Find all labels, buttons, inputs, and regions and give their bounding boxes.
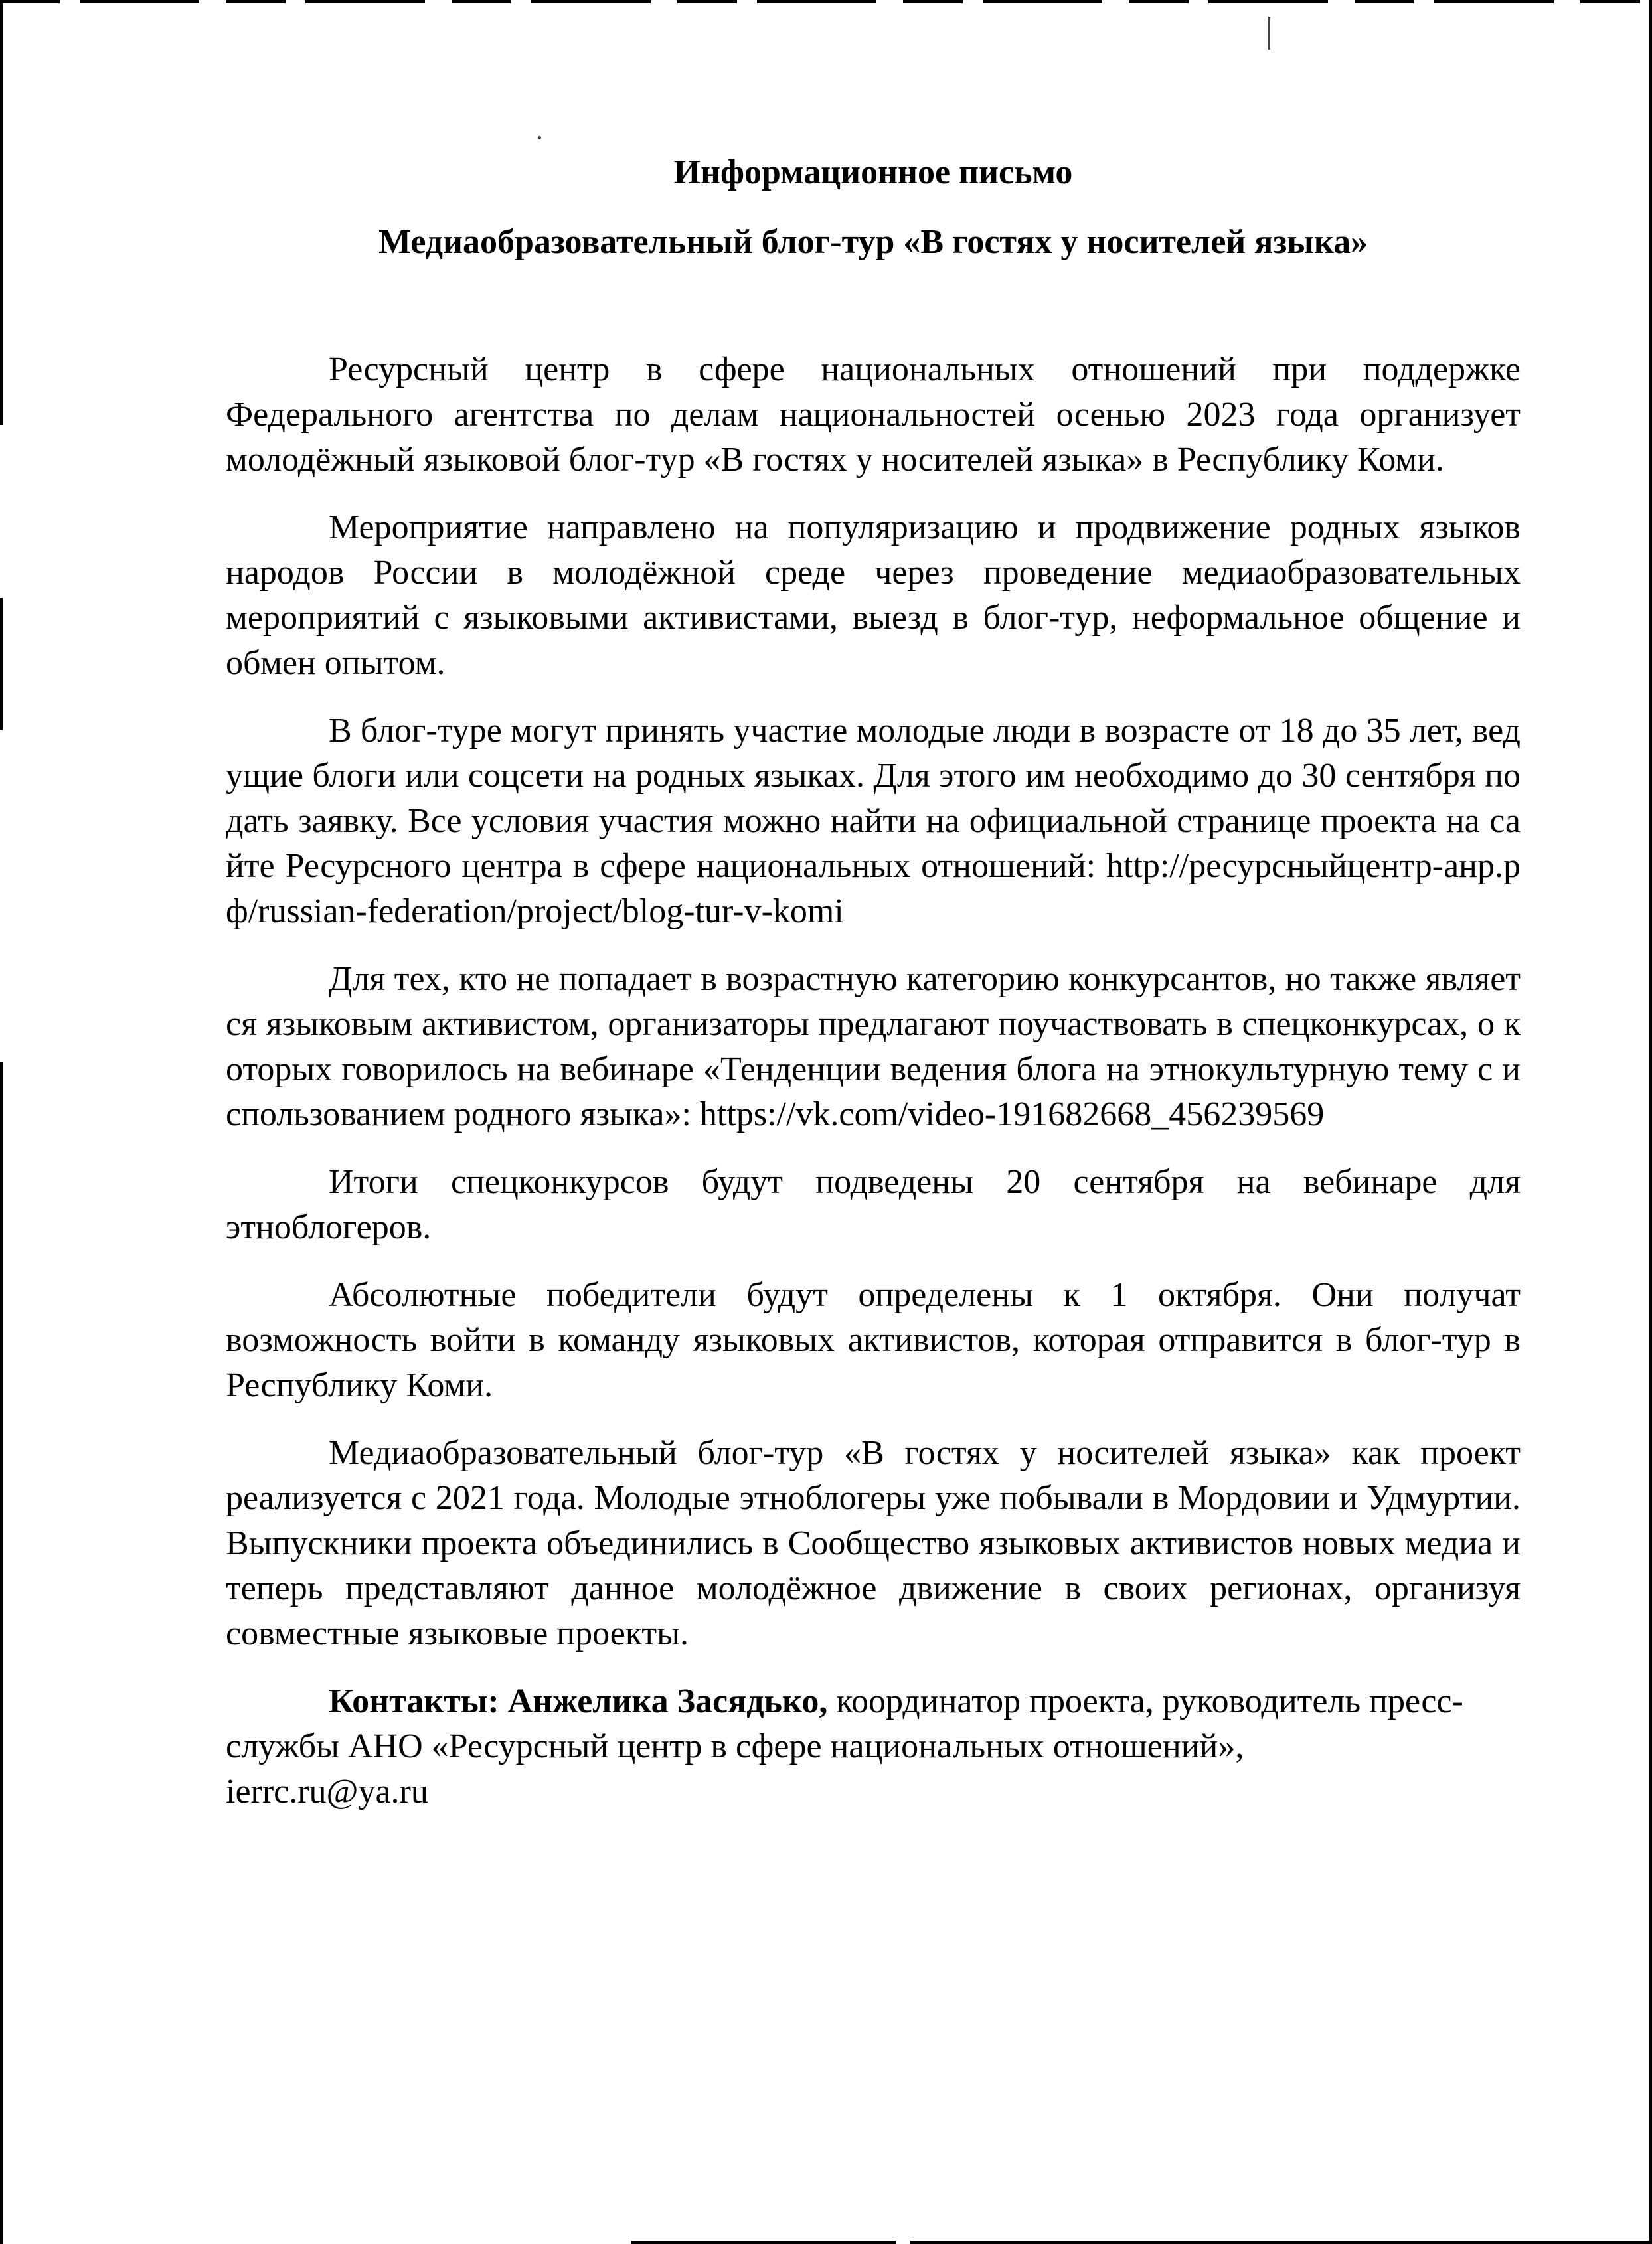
paragraph-history: Медиаобразовательный блог-тур «В гостях у носителей языка» как проект реализуется с 2021 года. Молодые этноблогеры уже побывали в Мордовии и Удмуртии. Выпускники проекта объединились в Сообщество языковых активистов новых медиа и теперь представляют данное молодёжное движение в своих регионах, организуя совместные языковые проекты. bbox=[226, 1434, 1521, 1652]
document-subtitle: Медиаобразовательный блог-тур «В гостях у носителей языка» bbox=[378, 223, 1368, 261]
contacts-block bbox=[226, 1679, 1521, 1814]
paragraph-winners: Абсолютные победители будут определены к 1 октября. Они получат возможность войти в команду языковых активистов, которая отправится в блог-тур в Республику Коми. bbox=[226, 1276, 1521, 1404]
contacts-label: Контакты: Анжелика Засядько, bbox=[329, 1682, 828, 1720]
scan-edge-right bbox=[1649, 0, 1652, 2244]
paragraph-results: Итоги спецконкурсов будут подведены 20 сентября на вебинаре для этноблогеров. bbox=[226, 1163, 1521, 1246]
paragraph-purpose: Мероприятие направлено на популяризацию и продвижение родных языков народов России в молодёжной среде через проведение медиаобразовательных мероприятий с языковыми активистами, выезд в блог-тур, неформальное общение и обмен опытом. bbox=[226, 509, 1521, 682]
document-title: Информационное письмо bbox=[673, 153, 1073, 191]
scan-artifact-mark bbox=[1268, 17, 1270, 50]
paragraph-participation: В блог-туре могут принять участие молодые люди в возрасте от 18 до 35 лет, ведущие блоги или соцсети на родных языках. Для этого им необходимо до 30 сентября подать заявку. Все условия участия можно найти на официальной странице проекта на сайте Ресурсного центра в сфере национальных отношений: http://ресурсныйцентр-анр.рф/russian-federation/project/blog-tur-v-komi bbox=[226, 712, 1521, 930]
paragraph-intro: Ресурсный центр в сфере национальных отношений при поддержке Федерального агентства по делам национальностей осенью 2023 года организует молодёжный языковой блог-тур «В гостях у носителей языка» в Республику Коми. bbox=[226, 351, 1521, 479]
scan-edge-left bbox=[0, 0, 3, 2244]
contacts-details: координатор проекта, руководитель пресс-службы АНО «Ресурсный центр в сфере национальных отношений», bbox=[226, 1682, 1463, 1765]
scan-edge-top bbox=[0, 0, 1652, 3]
paragraph-special-contests: Для тех, кто не попадает в возрастную категорию конкурсантов, но также является языковым активистом, организаторы предлагают поучаствовать в спецконкурсах, о которых говорилось на вебинаре «Тенденции ведения блога на этнокультурную тему с использованием родного языка»: https://vk.com/video-191682668_456239569 bbox=[226, 960, 1521, 1133]
document-page bbox=[226, 153, 1521, 1837]
scan-artifact-dot bbox=[538, 136, 541, 139]
contacts-email[interactable]: ierrc.ru@ya.ru bbox=[226, 1773, 428, 1810]
scan-edge-bottom bbox=[631, 2241, 1652, 2244]
